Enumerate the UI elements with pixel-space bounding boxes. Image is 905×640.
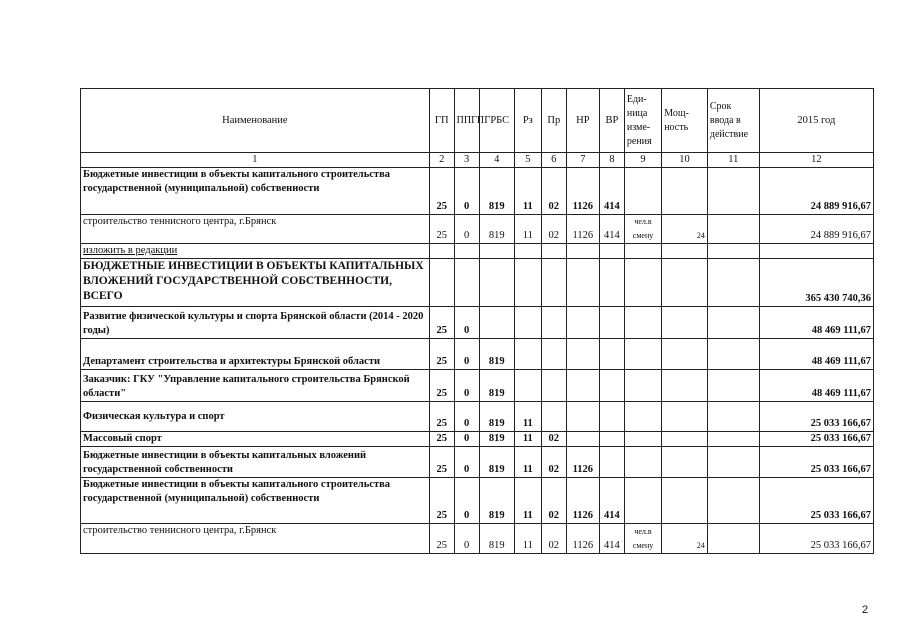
cell-vr [599,339,624,370]
cell-rz [514,244,541,259]
cell-unit: чел.в смену [624,524,661,554]
cell-rz [514,259,541,307]
cell-unit [624,307,661,339]
cell-term [707,432,759,447]
cell-vr: 414 [599,478,624,524]
cell-gp [429,259,454,307]
row-name: строительство теннисного центра, г.Брянск [81,524,430,554]
column-number-row [81,153,874,168]
row-name: Заказчик: ГКУ "Управление капитального строительства Брянской области" [81,370,430,402]
cell-nr: 1126 [566,478,599,524]
cell-ppgp: 0 [454,432,479,447]
cell-vr: 414 [599,524,624,554]
header-year: 2015 год [759,89,873,153]
cell-gp: 25 [429,447,454,478]
cell-gp [429,244,454,259]
cell-term [707,168,759,215]
column-number: 9 [624,153,661,168]
cell-nr [566,402,599,432]
table-row [81,259,874,307]
cell-amount: 25 033 166,67 [759,402,873,432]
cell-gp: 25 [429,432,454,447]
row-name: Физическая культура и спорт [81,402,430,432]
cell-term [707,339,759,370]
header-gp: ГП [429,89,454,153]
cell-grbs: 819 [479,524,514,554]
header-nr: НР [566,89,599,153]
cell-rz: 11 [514,447,541,478]
cell-amount: 25 033 166,67 [759,447,873,478]
cell-pr [541,307,566,339]
cell-ppgp: 0 [454,478,479,524]
cell-term [707,478,759,524]
cell-nr [566,244,599,259]
cell-vr [599,447,624,478]
cell-unit [624,370,661,402]
cell-grbs: 819 [479,432,514,447]
cell-grbs: 819 [479,447,514,478]
cell-unit [624,168,661,215]
cell-vr: 414 [599,168,624,215]
row-name: строительство теннисного центра, г.Брянск [81,215,430,244]
row-name: Бюджетные инвестиции в объекты капитальных вложений государственной собственности [81,447,430,478]
table-row [81,244,874,259]
table-row [81,307,874,339]
cell-pr: 02 [541,432,566,447]
cell-gp: 25 [429,370,454,402]
cell-gp: 25 [429,402,454,432]
header-name: Наименование [81,89,430,153]
table-row [81,432,874,447]
column-number: 5 [514,153,541,168]
column-number: 6 [541,153,566,168]
header-unit: Еди-ница изме-рения [624,89,661,153]
cell-rz [514,307,541,339]
header-ppgp: ППГП [454,89,479,153]
cell-vr [599,432,624,447]
cell-grbs [479,244,514,259]
header-pr: Пр [541,89,566,153]
header-rz: Рз [514,89,541,153]
cell-term [707,259,759,307]
page-number: 2 [862,604,869,616]
cell-nr [566,307,599,339]
cell-capacity: 24 [662,215,708,244]
column-number: 3 [454,153,479,168]
cell-vr [599,259,624,307]
cell-unit [624,478,661,524]
cell-nr [566,259,599,307]
column-number: 12 [759,153,873,168]
cell-capacity [662,447,708,478]
cell-ppgp: 0 [454,339,479,370]
cell-pr [541,259,566,307]
table-row [81,215,874,244]
column-number: 2 [429,153,454,168]
cell-vr [599,244,624,259]
row-name: Бюджетные инвестиции в объекты капитального строительства государственной (муниципальной) собственности [81,168,430,215]
cell-ppgp: 0 [454,447,479,478]
cell-capacity [662,307,708,339]
row-name: Департамент строительства и архитектуры Брянской области [81,339,430,370]
cell-pr: 02 [541,447,566,478]
column-number: 4 [479,153,514,168]
cell-capacity [662,259,708,307]
cell-rz: 11 [514,478,541,524]
cell-gp: 25 [429,215,454,244]
cell-capacity: 24 [662,524,708,554]
cell-amount: 365 430 740,36 [759,259,873,307]
cell-unit [624,432,661,447]
header-row [81,89,874,153]
cell-nr: 1126 [566,524,599,554]
cell-capacity [662,432,708,447]
column-number: 10 [662,153,708,168]
row-name: Бюджетные инвестиции в объекты капитального строительства государственной (муниципальной) собственности [81,478,430,524]
cell-amount [759,244,873,259]
cell-term [707,402,759,432]
cell-ppgp: 0 [454,307,479,339]
cell-amount: 48 469 111,67 [759,307,873,339]
budget-table [80,88,874,554]
cell-capacity [662,168,708,215]
cell-ppgp [454,259,479,307]
cell-rz: 11 [514,215,541,244]
cell-pr: 02 [541,215,566,244]
cell-pr [541,244,566,259]
cell-vr: 414 [599,215,624,244]
cell-rz: 11 [514,524,541,554]
table-row [81,339,874,370]
cell-ppgp: 0 [454,168,479,215]
cell-nr: 1126 [566,215,599,244]
column-number: 1 [81,153,430,168]
cell-unit [624,402,661,432]
cell-ppgp: 0 [454,215,479,244]
cell-rz: 11 [514,402,541,432]
header-grbs: ГРБС [479,89,514,153]
cell-nr: 1126 [566,447,599,478]
cell-term [707,215,759,244]
cell-ppgp: 0 [454,402,479,432]
header-capacity: Мощ-ность [662,89,708,153]
cell-capacity [662,478,708,524]
cell-nr: 1126 [566,168,599,215]
cell-nr [566,339,599,370]
table-row [81,447,874,478]
cell-grbs [479,259,514,307]
cell-pr [541,339,566,370]
cell-pr: 02 [541,478,566,524]
cell-gp: 25 [429,168,454,215]
cell-rz: 11 [514,168,541,215]
cell-term [707,307,759,339]
cell-vr [599,402,624,432]
cell-pr: 02 [541,168,566,215]
cell-rz [514,339,541,370]
cell-pr: 02 [541,524,566,554]
cell-unit: чел.в смену [624,215,661,244]
table-row [81,402,874,432]
cell-capacity [662,402,708,432]
cell-amount: 25 033 166,67 [759,478,873,524]
cell-gp: 25 [429,478,454,524]
cell-ppgp: 0 [454,370,479,402]
cell-term [707,244,759,259]
cell-pr [541,370,566,402]
cell-grbs: 819 [479,215,514,244]
cell-capacity [662,370,708,402]
cell-grbs: 819 [479,478,514,524]
cell-amount: 48 469 111,67 [759,339,873,370]
row-name: изложить в редакции [81,244,430,259]
column-number: 11 [707,153,759,168]
table-row [81,168,874,215]
cell-amount: 24 889 916,67 [759,215,873,244]
cell-gp: 25 [429,524,454,554]
cell-grbs [479,307,514,339]
row-name: Развитие физической культуры и спорта Брянской области (2014 - 2020 годы) [81,307,430,339]
cell-term [707,524,759,554]
table-row [81,370,874,402]
cell-term [707,447,759,478]
cell-grbs: 819 [479,168,514,215]
cell-unit [624,339,661,370]
table-row [81,524,874,554]
cell-vr [599,307,624,339]
cell-capacity [662,244,708,259]
cell-capacity [662,339,708,370]
cell-ppgp: 0 [454,524,479,554]
cell-nr [566,370,599,402]
header-term: Срок ввода в действие [707,89,759,153]
cell-rz: 11 [514,432,541,447]
cell-grbs: 819 [479,402,514,432]
cell-rz [514,370,541,402]
cell-term [707,370,759,402]
cell-amount: 48 469 111,67 [759,370,873,402]
cell-unit [624,259,661,307]
cell-amount: 25 033 166,67 [759,524,873,554]
cell-grbs: 819 [479,370,514,402]
cell-vr [599,370,624,402]
cell-amount: 24 889 916,67 [759,168,873,215]
table-row [81,478,874,524]
cell-ppgp [454,244,479,259]
cell-amount: 25 033 166,67 [759,432,873,447]
cell-unit [624,447,661,478]
cell-gp: 25 [429,339,454,370]
row-name: Массовый спорт [81,432,430,447]
row-name: БЮДЖЕТНЫЕ ИНВЕСТИЦИИ В ОБЪЕКТЫ КАПИТАЛЬНЫХ ВЛОЖЕНИЙ ГОСУДАРСТВЕННОЙ СОБСТВЕННОСТИ, ВСЕГО [81,259,430,307]
cell-gp: 25 [429,307,454,339]
column-number: 8 [599,153,624,168]
cell-nr [566,432,599,447]
cell-grbs: 819 [479,339,514,370]
cell-unit [624,244,661,259]
header-vr: ВР [599,89,624,153]
cell-pr [541,402,566,432]
column-number: 7 [566,153,599,168]
